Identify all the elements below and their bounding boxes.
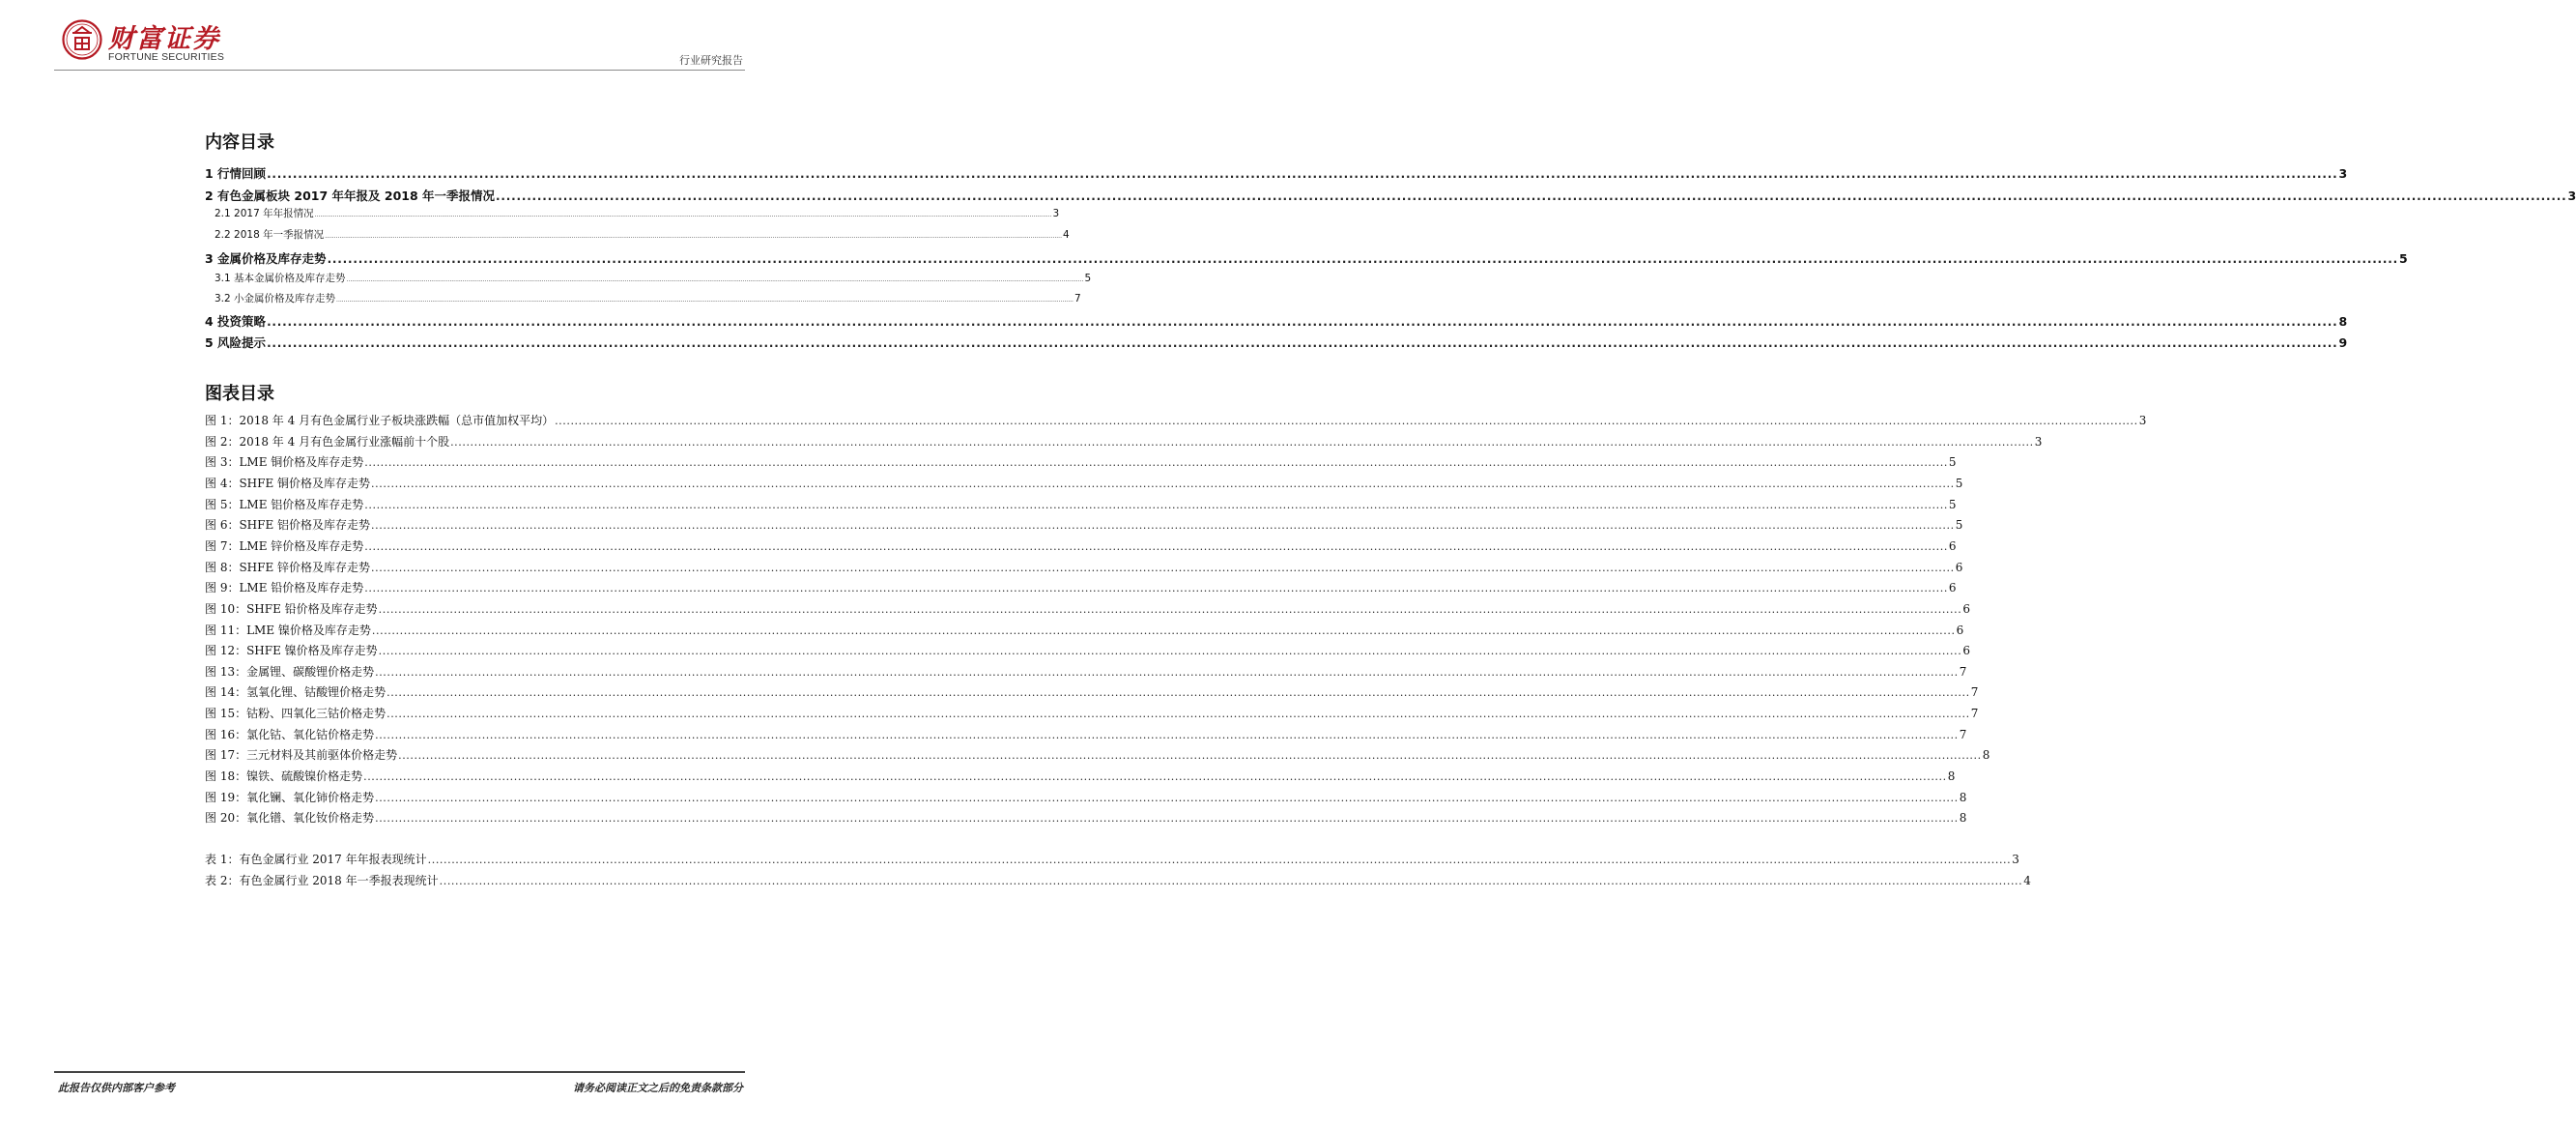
toc-item-label: 3.1 基本金属价格及库存走势 — [215, 273, 346, 284]
toc-item-page-number: 5 — [1084, 273, 1092, 284]
dot-leader: ................................................................................................................................................................................................................................................................................................................................................................................................................ — [439, 874, 2023, 887]
table-item-page-number: 3 — [2012, 853, 2019, 866]
figure-item[interactable] — [205, 412, 2147, 428]
figure-item-page-number: 5 — [1955, 518, 1963, 533]
figure-item[interactable] — [205, 683, 1979, 700]
toc-item-label: 2 有色金属板块 2017 年年报及 2018 年一季报情况 — [205, 188, 496, 203]
figure-item-label: 图 4：SHFE 铜价格及库存走势 — [205, 476, 371, 490]
dot-leader: ................................................................................................................................................................................................................................................................................................................................................................................................................ — [375, 665, 1959, 679]
figure-item-label: 图 19：氧化镧、氧化铈价格走势 — [205, 790, 375, 804]
dot-leader: ................................................................................................................................................................................................................................................................................................................................................................................................................ — [378, 602, 1962, 616]
footer-divider — [54, 1071, 745, 1073]
figure-item-page-number: 5 — [1948, 497, 1957, 511]
dot-leader: ................................................................................................................................................................................................................................................................................................................................................................................................................ — [371, 519, 1955, 533]
toc-item[interactable] — [205, 334, 2348, 351]
toc-item[interactable] — [215, 227, 1070, 242]
figure-item[interactable] — [205, 663, 1967, 680]
figure-item-label: 图 18：镍铁、硫酸镍价格走势 — [205, 769, 363, 784]
figure-item-label: 图 11：LME 镍价格及库存走势 — [205, 623, 371, 637]
toc-item-label: 2.2 2018 年一季报情况 — [215, 229, 325, 241]
figure-item[interactable] — [205, 537, 1957, 554]
table-item-page-number: 4 — [2023, 873, 2031, 887]
figure-item[interactable] — [205, 453, 1957, 470]
figure-item-page-number: 7 — [1970, 707, 1979, 721]
figure-item-label: 图 15：钴粉、四氧化三钴价格走势 — [205, 707, 386, 721]
figure-item-page-number: 7 — [1970, 685, 1979, 700]
toc-item-label: 5 风险提示 — [205, 335, 267, 350]
figure-item-label: 图 3：LME 铜价格及库存走势 — [205, 455, 364, 470]
table-item[interactable] — [205, 872, 2031, 888]
footer-disclaimer-right: 请务必阅读正文之后的免责条款部分 — [573, 1082, 743, 1094]
figure-item-page-number: 5 — [1955, 476, 1963, 490]
figure-item-page-number: 6 — [1956, 623, 1964, 637]
figure-item-label: 图 7：LME 锌价格及库存走势 — [205, 538, 364, 553]
dot-leader: ................................................................................................................................................................................................................................................................................................................................................................................................................ — [371, 477, 1955, 490]
figure-item[interactable] — [205, 433, 2043, 450]
figure-item-label: 图 14：氢氧化锂、钴酸锂价格走势 — [205, 685, 386, 700]
toc-item-label: 1 行情回顾 — [205, 166, 267, 181]
toc-item[interactable] — [205, 249, 2408, 267]
figure-item-label: 图 9：LME 铅价格及库存走势 — [205, 581, 364, 595]
figure-item[interactable] — [205, 726, 1967, 742]
figure-item[interactable] — [205, 600, 1970, 617]
figures-title: 图表目录 — [205, 384, 274, 404]
dot-leader: ................................................................................................................................................................................................................................................................................................................................................................................................................ — [364, 582, 1948, 595]
dot-leader: ................................................................................................................................................................................................................................................................................................................................................................................................................ — [363, 770, 1947, 784]
header-divider — [54, 70, 745, 71]
figure-item-label: 图 10：SHFE 铅价格及库存走势 — [205, 601, 378, 616]
table-item[interactable] — [205, 851, 2019, 867]
dot-leader: ................................................................................................................................................................................................................................................................................................................................................................................................................ — [267, 336, 2338, 350]
dot-leader: ................................................................................................................................................................................................................................................................................................................................................................................................................ — [427, 854, 2012, 866]
toc-item-page-number: 3 — [2567, 188, 2576, 203]
figure-item-label: 图 20：氧化镨、氧化钕价格走势 — [205, 811, 375, 826]
toc-item-page-number: 9 — [2338, 335, 2348, 350]
figure-item-page-number: 8 — [1959, 811, 1967, 826]
dot-leader: ................................................................................................................................................................................................................................................................................................................................................................................................................ — [496, 189, 2567, 203]
figure-item-page-number: 6 — [1962, 644, 1970, 658]
dot-leader: ................................................................................................................................................................................................................................................................................................................................................................................................................ — [267, 315, 2338, 329]
figure-item-page-number: 6 — [1948, 581, 1957, 595]
toc-item-label: 2.1 2017 年年报情况 — [215, 208, 314, 219]
figure-item-page-number: 7 — [1959, 727, 1967, 741]
dot-leader: ................................................................................................................................................................................................................................................................................................................................................................................................................ — [336, 297, 1073, 304]
dot-leader: ................................................................................................................................................................................................................................................................................................................................................................................................................ — [378, 645, 1962, 658]
figure-item-page-number: 6 — [1955, 560, 1963, 574]
dot-leader: ................................................................................................................................................................................................................................................................................................................................................................................................................ — [398, 749, 1982, 763]
dot-leader: ................................................................................................................................................................................................................................................................................................................................................................................................................ — [364, 456, 1948, 470]
toc-item[interactable] — [205, 164, 2348, 182]
figure-item-page-number: 8 — [1959, 790, 1967, 804]
table-item-label: 表 1：有色金属行业 2017 年年报表现统计 — [205, 853, 427, 866]
figure-item-page-number: 8 — [1947, 769, 1956, 784]
toc-item-page-number: 3 — [2338, 166, 2348, 181]
figure-item[interactable] — [205, 642, 1970, 658]
toc-item[interactable] — [215, 206, 1060, 220]
figure-item-label: 图 2：2018 年 4 月有色金属行业涨幅前十个股 — [205, 434, 450, 449]
dot-leader: ................................................................................................................................................................................................................................................................................................................................................................................................................ — [346, 276, 1084, 283]
figure-item[interactable] — [205, 789, 1967, 805]
dot-leader: ................................................................................................................................................................................................................................................................................................................................................................................................................ — [371, 561, 1955, 574]
toc-item-page-number: 3 — [1052, 208, 1060, 219]
dot-leader: ................................................................................................................................................................................................................................................................................................................................................................................................................ — [364, 498, 1948, 511]
figure-item-label: 图 8：SHFE 锌价格及库存走势 — [205, 560, 371, 574]
figure-item-label: 图 17：三元材料及其前驱体价格走势 — [205, 748, 398, 763]
figure-item[interactable] — [205, 516, 1963, 533]
dot-leader: ................................................................................................................................................................................................................................................................................................................................................................................................................ — [450, 435, 2034, 449]
toc-item-label: 4 投资策略 — [205, 314, 267, 329]
toc-item-page-number: 7 — [1073, 293, 1081, 304]
dot-leader: ................................................................................................................................................................................................................................................................................................................................................................................................................ — [314, 212, 1052, 218]
figure-item-label: 图 12：SHFE 镍价格及库存走势 — [205, 644, 378, 658]
figure-item-label: 图 1：2018 年 4 月有色金属行业子板块涨跌幅（总市值加权平均） — [205, 414, 555, 427]
toc-item-page-number: 5 — [2399, 251, 2408, 266]
toc-item[interactable] — [215, 291, 1081, 305]
dot-leader: ................................................................................................................................................................................................................................................................................................................................................................................................................ — [375, 728, 1959, 741]
dot-leader: ................................................................................................................................................................................................................................................................................................................................................................................................................ — [375, 812, 1959, 826]
toc-item-page-number: 8 — [2338, 314, 2348, 329]
dot-leader: ................................................................................................................................................................................................................................................................................................................................................................................................................ — [386, 708, 1970, 721]
figure-item-label: 图 16：氯化钴、氧化钴价格走势 — [205, 727, 375, 741]
toc-item[interactable] — [215, 271, 1092, 285]
figure-item[interactable] — [205, 622, 1964, 638]
brand-name-cn: 财富证券 — [108, 24, 220, 54]
toc-item-label: 3 金属价格及库存走势 — [205, 251, 327, 266]
figure-item[interactable] — [205, 475, 1963, 491]
dot-leader: ................................................................................................................................................................................................................................................................................................................................................................................................................ — [325, 233, 1062, 240]
dot-leader: ................................................................................................................................................................................................................................................................................................................................................................................................................ — [386, 686, 1970, 700]
dot-leader: ................................................................................................................................................................................................................................................................................................................................................................................................................ — [375, 791, 1959, 804]
fortune-securities-logo-icon — [62, 19, 102, 60]
toc-item[interactable] — [205, 187, 2576, 204]
figure-item-label: 图 5：LME 铝价格及库存走势 — [205, 497, 364, 511]
page-header — [0, 0, 799, 77]
figure-item[interactable] — [205, 705, 1979, 721]
dot-leader: ................................................................................................................................................................................................................................................................................................................................................................................................................ — [364, 539, 1948, 553]
toc-item-page-number: 4 — [1063, 229, 1070, 241]
figure-item-label: 图 6：SHFE 铝价格及库存走势 — [205, 518, 371, 533]
table-item-label: 表 2：有色金属行业 2018 年一季报表现统计 — [205, 873, 439, 887]
brand-name-en: FORTUNE SECURITIES — [108, 51, 225, 63]
figure-item-page-number: 6 — [1948, 538, 1957, 553]
report-type: 行业研究报告 — [679, 54, 743, 67]
dot-leader: ................................................................................................................................................................................................................................................................................................................................................................................................................ — [555, 415, 2138, 427]
toc-item-label: 3.2 小金属价格及库存走势 — [215, 293, 336, 304]
dot-leader: ................................................................................................................................................................................................................................................................................................................................................................................................................ — [327, 252, 2398, 266]
footer-disclaimer-left: 此报告仅供内部客户参考 — [58, 1082, 175, 1094]
figure-item[interactable] — [205, 809, 1967, 826]
figure-item-page-number: 8 — [1982, 748, 1990, 763]
figure-item[interactable] — [205, 746, 1990, 763]
toc-title: 内容目录 — [205, 132, 274, 153]
figure-item-page-number: 7 — [1959, 664, 1967, 679]
figure-item[interactable] — [205, 579, 1957, 595]
toc-item[interactable] — [205, 312, 2348, 330]
dot-leader: ................................................................................................................................................................................................................................................................................................................................................................................................................ — [371, 624, 1956, 637]
figure-item[interactable] — [205, 559, 1963, 575]
figure-item[interactable] — [205, 768, 1956, 784]
figure-item-page-number: 3 — [2034, 434, 2043, 449]
figure-item-page-number: 3 — [2138, 414, 2147, 427]
figure-item[interactable] — [205, 496, 1957, 512]
figure-item-label: 图 13：金属锂、碳酸锂价格走势 — [205, 664, 375, 679]
dot-leader: ................................................................................................................................................................................................................................................................................................................................................................................................................ — [267, 167, 2338, 181]
figure-item-page-number: 6 — [1962, 601, 1970, 616]
figure-item-page-number: 5 — [1948, 455, 1957, 470]
